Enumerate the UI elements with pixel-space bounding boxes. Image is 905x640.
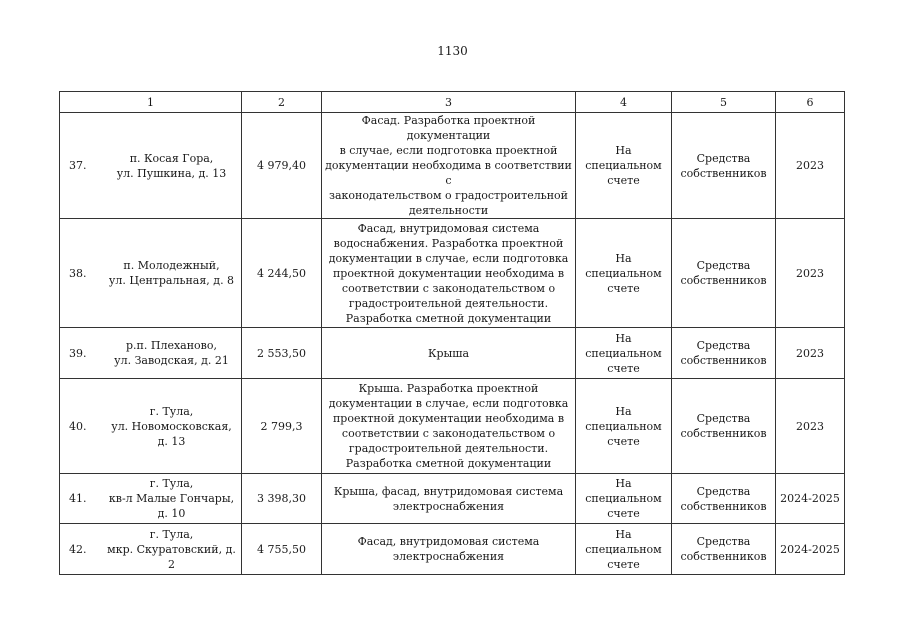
work-description-line: градостроительной деятельности.: [348, 442, 549, 455]
row-number: 37.: [69, 159, 87, 172]
table-row: [60, 219, 845, 328]
address-line: п. Молодежный,: [123, 259, 220, 272]
work-description-cell: [322, 328, 576, 379]
work-description-line: соответствии с законодательством о: [341, 281, 556, 295]
work-description-line: деятельности: [408, 204, 489, 217]
work-description-line: в случае, если подготовка проектной: [339, 144, 558, 157]
account-type-line: специальном: [585, 159, 662, 172]
work-description-line: Крыша. Разработка проектной: [358, 382, 539, 395]
amount-cell: 4 979,40: [242, 113, 322, 219]
account-type-line: счете: [607, 281, 640, 295]
work-description-line: Разработка сметной документации: [345, 457, 552, 470]
account-type-cell: [576, 474, 672, 524]
row-number: 42.: [69, 542, 87, 556]
year-cell: 2023: [776, 379, 845, 474]
account-type-line: специальном: [585, 542, 662, 556]
account-type-line: счете: [607, 434, 640, 448]
work-description-line: водоснабжения. Разработка проектной: [333, 236, 564, 250]
work-description-line: Крыша: [427, 346, 470, 360]
account-type-line: счете: [607, 557, 640, 571]
funding-source-cell: [672, 219, 776, 328]
row-number: 40.: [69, 419, 87, 433]
work-description-line: Фасад. Разработка проектной документации: [361, 114, 536, 142]
work-description-line: Фасад, внутридомовая система: [357, 535, 540, 548]
work-description-line: законодательством о градостроительной: [328, 189, 568, 202]
account-type-line: На: [615, 144, 632, 157]
work-description-cell: [322, 219, 576, 328]
work-description-line: проектной документации необходима в: [332, 412, 565, 425]
address-cell: [60, 219, 242, 328]
work-description-line: документации в случае, если подготовка: [328, 251, 569, 265]
funding-source-line: собственников: [680, 166, 767, 180]
work-description-line: электроснабжения: [392, 499, 505, 513]
row-number: 39.: [69, 346, 87, 360]
work-description-line: Фасад, внутридомовая система: [357, 221, 540, 235]
funding-source-line: Средства: [696, 535, 751, 548]
work-description-cell: [322, 474, 576, 524]
address-line: ул. Новомосковская,: [111, 419, 232, 433]
address-cell: [60, 328, 242, 379]
address-line: п. Косая Гора,: [129, 151, 214, 165]
address-line: г. Тула,: [149, 404, 194, 418]
year-cell: 2023: [776, 219, 845, 328]
work-description-cell: [322, 113, 576, 219]
row-number: 38.: [69, 266, 87, 280]
account-type-line: На: [615, 331, 632, 345]
account-type-cell: [576, 328, 672, 379]
funding-source-cell: [672, 113, 776, 219]
address-line: д. 13: [157, 434, 186, 448]
account-type-line: специальном: [585, 492, 662, 505]
table-row: [60, 474, 845, 524]
work-description-line: Разработка сметной документации: [345, 311, 552, 325]
address-line: кв-л Малые Гончары,: [108, 492, 235, 505]
funding-source-line: собственников: [680, 550, 767, 563]
account-type-cell: [576, 219, 672, 328]
table-row: [60, 379, 845, 474]
account-type-line: специальном: [585, 266, 662, 280]
address-cell: [60, 474, 242, 524]
address-line: г. Тула,: [149, 477, 194, 490]
address-line: ул. Заводская, д. 21: [114, 354, 229, 367]
address-line: д. 10: [157, 507, 186, 520]
table-body: [60, 113, 845, 575]
funding-source-line: собственников: [680, 499, 767, 513]
page-number: 1130: [437, 44, 468, 58]
work-description-line: документации необходима в соответствии с: [325, 159, 572, 187]
work-description-line: проектной документации необходима в: [332, 266, 565, 280]
account-type-cell: [576, 524, 672, 575]
column-header: 5: [672, 92, 776, 113]
account-type-line: счете: [607, 174, 640, 187]
work-description-line: электроснабжения: [392, 550, 505, 563]
year-cell: 2023: [776, 328, 845, 379]
work-description-cell: [322, 524, 576, 575]
row-number: 41.: [69, 492, 87, 505]
table-header-row: [60, 92, 845, 113]
table-row: [60, 524, 845, 575]
column-header: 4: [576, 92, 672, 113]
address-line: р.п. Плеханово,: [126, 339, 217, 352]
table-row: [60, 113, 845, 219]
amount-cell: 4 755,50: [242, 524, 322, 575]
address-cell: [60, 524, 242, 575]
amount-cell: 2 553,50: [242, 328, 322, 379]
amount-cell: 2 799,3: [242, 379, 322, 474]
funding-source-line: собственников: [680, 427, 767, 440]
address-cell: [60, 113, 242, 219]
funding-source-cell: [672, 379, 776, 474]
registry-table: [59, 91, 845, 575]
table-row: [60, 328, 845, 379]
column-header: 2: [242, 92, 322, 113]
column-header: 6: [776, 92, 845, 113]
funding-source-line: Средства: [696, 412, 751, 425]
work-description-line: Крыша, фасад, внутридомовая система: [333, 484, 564, 498]
account-type-line: счете: [607, 507, 640, 520]
address-line: мкр. Скуратовский, д. 2: [107, 542, 236, 571]
account-type-line: На: [615, 477, 632, 490]
address-cell: [60, 379, 242, 474]
year-cell: 2023: [776, 113, 845, 219]
account-type-line: На: [615, 404, 632, 418]
funding-source-line: собственников: [680, 274, 767, 287]
account-type-cell: [576, 379, 672, 474]
funding-source-line: собственников: [680, 354, 767, 367]
work-description-line: документации в случае, если подготовка: [328, 397, 569, 410]
funding-source-line: Средства: [696, 259, 751, 272]
column-header: 1: [60, 92, 242, 113]
funding-source-line: Средства: [696, 339, 751, 352]
account-type-line: счете: [607, 361, 640, 375]
account-type-cell: [576, 113, 672, 219]
account-type-line: На: [615, 527, 632, 541]
amount-cell: 3 398,30: [242, 474, 322, 524]
work-description-line: соответствии с законодательством о: [341, 427, 556, 440]
year-cell: 2024-2025: [776, 524, 845, 575]
funding-source-cell: [672, 328, 776, 379]
account-type-line: специальном: [585, 346, 662, 360]
funding-source-cell: [672, 474, 776, 524]
year-cell: 2024-2025: [776, 474, 845, 524]
account-type-line: На: [615, 251, 632, 265]
address-line: ул. Пушкина, д. 13: [116, 166, 227, 180]
funding-source-cell: [672, 524, 776, 575]
address-line: ул. Центральная, д. 8: [108, 274, 235, 287]
column-header: 3: [322, 92, 576, 113]
amount-cell: 4 244,50: [242, 219, 322, 328]
account-type-line: специальном: [585, 419, 662, 433]
work-description-line: градостроительной деятельности.: [348, 296, 549, 310]
funding-source-line: Средства: [696, 484, 751, 498]
address-line: г. Тула,: [149, 527, 194, 541]
funding-source-line: Средства: [696, 151, 751, 165]
work-description-cell: [322, 379, 576, 474]
